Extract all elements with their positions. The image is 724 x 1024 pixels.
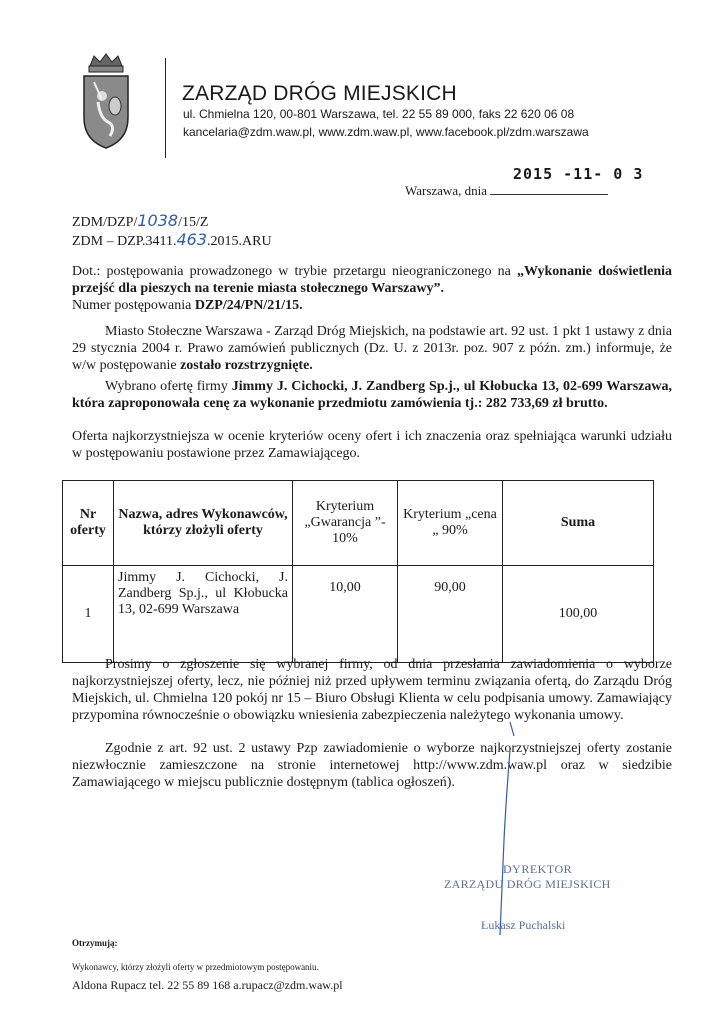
org-contact: kancelaria@zdm.waw.pl, www.zdm.waw.pl, www.facebook.pl/zdm.warszawa: [183, 125, 589, 139]
org-address: ul. Chmielna 120, 00-801 Warszawa, tel. 22 55 89 000, faks 22 620 06 08: [183, 107, 575, 121]
results-table: [62, 480, 654, 663]
header-divider: [165, 58, 166, 158]
date-underline: [490, 182, 608, 195]
table-header-row: [63, 481, 654, 566]
table-row: [63, 566, 654, 663]
reference-number-1: [72, 211, 208, 231]
ref1-prefix: ZDM/DZP/: [72, 215, 138, 230]
ref1-suffix: /15/Z: [178, 215, 209, 230]
recipients-heading: Otrzymują:: [72, 938, 118, 948]
cell-name: Jimmy J. Cichocki, J. Zandberg Sp.j., ul Kłobucka 13, 02-699 Warszawa: [114, 566, 293, 663]
offer-text: Oferta najkorzystniejsza w ocenie kryteriów oceny ofert i ich znaczenia oraz spełniająca warunki udziału w postępowaniu postawione przez Zamawiającego.: [72, 429, 672, 461]
publication-paragraph: Zgodnie z art. 92 ust. 2 ustawy Pzp zawiadomienie o wyborze najkorzystniejszej oferty zostanie niezwłocznie zamieszczone na stronie internetowej http://www.zdm.waw.pl oraz w siedzibie Zamawiającego w miejscu publicznie dostępnym (tablica ogłoszeń).: [72, 741, 672, 790]
procedure-number-label: Numer postępowania: [72, 298, 195, 313]
cell-crit1: 10,00: [293, 566, 398, 663]
col-header-crit1: Kryterium „Gwarancja ”- 10%: [293, 481, 398, 566]
col-header-name: Nazwa, adres Wykonawców, którzy złożyli oferty: [114, 481, 293, 566]
offer-paragraph: [72, 428, 672, 462]
signature-scribble-icon: [470, 720, 550, 940]
date-label: Warszawa, dnia: [405, 183, 487, 198]
winner-lead: Wybrano ofertę firmy: [105, 379, 232, 394]
main-bold: zostało rozstrzygnięte.: [180, 358, 313, 373]
signature-title: DYREKTOR: [503, 862, 573, 876]
request-paragraph: Prosimy o zgłoszenie się wybranej firmy, od dnia przesłania zawiadomienia o wyborze najkorzystniejszej oferty, lecz, nie później niż przed upływem terminu związania ofertą, do Zarządu Dróg Miejskich, ul. Chmielna 120 pokój nr 15 – Biuro Obsługi Klienta w celu podpisania umowy. Zamawiający przypomina równocześnie o obowiązku wniesienia zabezpieczenia należytego wykonania umowy.: [72, 657, 672, 723]
org-name: ZARZĄD DRÓG MIEJSKICH: [182, 82, 457, 105]
recipients-line-2: Aldona Rupacz tel. 22 55 89 168 a.rupacz@zdm.waw.pl: [72, 978, 343, 992]
cell-nr: 1: [63, 566, 114, 663]
subject-lead: Dot.: postępowania prowadzonego w trybie przetargu nieograniczonego na: [72, 264, 518, 279]
reference-number-2: [72, 230, 272, 250]
ref2-suffix: .2015.ARU: [207, 234, 272, 249]
date-line: [405, 182, 608, 199]
col-header-nr: Nr oferty: [63, 481, 114, 566]
winner-paragraph: [72, 378, 672, 412]
ref1-handwritten: 1038: [137, 211, 179, 230]
signature-name: Łukasz Puchalski: [481, 918, 566, 932]
ref2-prefix: ZDM – DZP.3411.: [72, 234, 177, 249]
warsaw-coat-of-arms-icon: [80, 52, 132, 150]
procedure-number: DZP/24/PN/21/15.: [194, 298, 303, 313]
signature-org: ZARZĄDU DRÓG MIEJSKICH: [444, 877, 611, 891]
col-header-crit2: Kryterium „cena „ 90%: [398, 481, 503, 566]
ref2-handwritten: 463: [176, 230, 208, 249]
main-paragraph: [72, 323, 672, 374]
main-text: Miasto Stołeczne Warszawa - Zarząd Dróg Miejskich, na podstawie art. 92 ust. 1 pkt 1 ustawy z dnia 29 stycznia 2004 r. Prawo zamówień publicznych (Dz. U. z 2013r. poz. 907 z późn. zm.) informuje, że w/w postępowanie: [72, 324, 672, 373]
subject-title: „Wykonanie doświetlenia przejść dla pieszych na terenie miasta stołecznego Warszawy”.: [72, 264, 672, 296]
cell-sum: 100,00: [503, 566, 654, 663]
cell-crit2: 90,00: [398, 566, 503, 663]
winner-details: Jimmy J. Cichocki, J. Zandberg Sp.j., ul Kłobucka 13, 02-699 Warszawa, która zaproponowała cenę za wykonanie przedmiotu zamówienia tj.: 282 733,69 zł brutto.: [72, 379, 672, 411]
date-stamp: 2015 -11- 0 3: [513, 165, 644, 183]
col-header-sum: Suma: [503, 481, 654, 566]
subject-paragraph: [72, 263, 672, 314]
recipients-line-1: Wykonawcy, którzy złożyli oferty w przedmiotowym postępowaniu.: [72, 962, 319, 972]
